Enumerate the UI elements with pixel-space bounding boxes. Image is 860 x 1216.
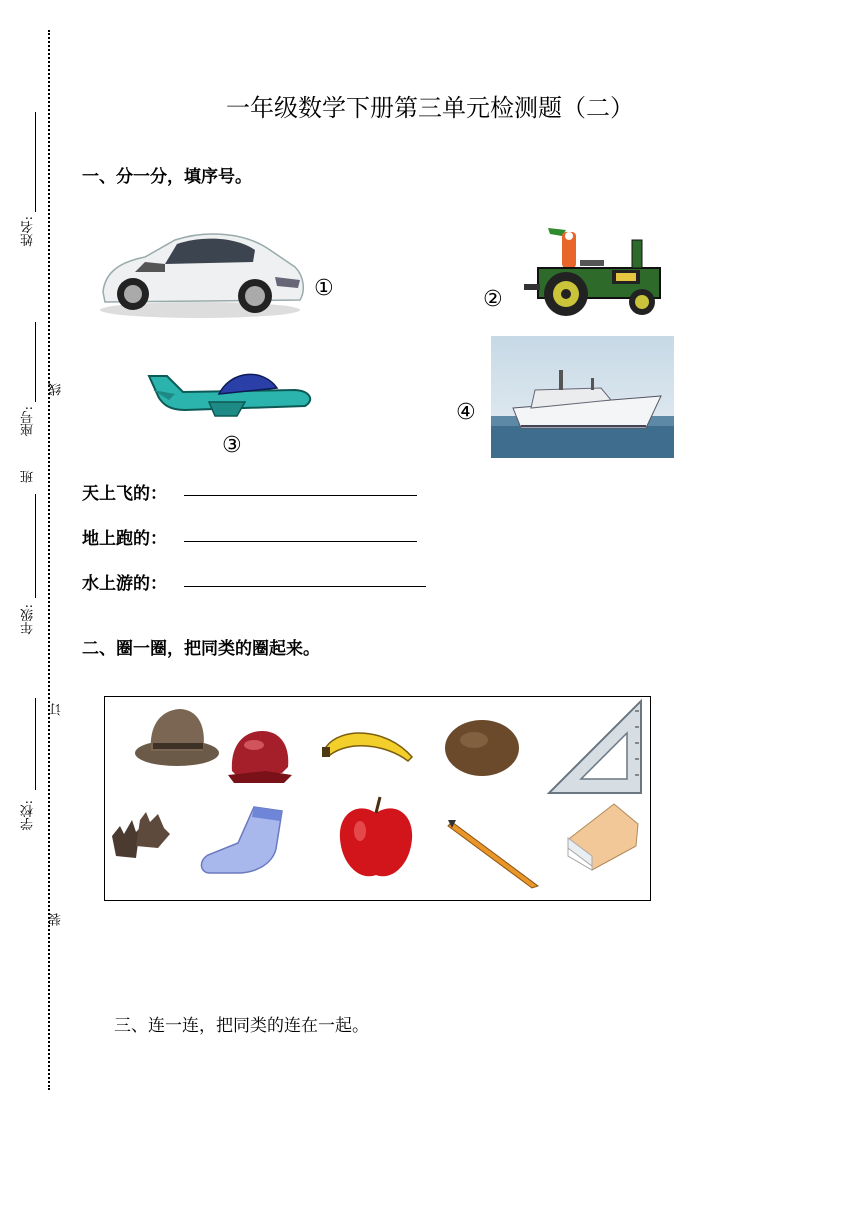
seat-underline (35, 322, 36, 402)
banana-icon[interactable] (320, 719, 418, 765)
page-title: 一年级数学下册第三单元检测题（二） (226, 94, 634, 122)
answer-blank-land[interactable] (184, 541, 417, 542)
blank-label-water: 水上游的： (82, 574, 167, 594)
name-label: 姓名: (21, 216, 36, 247)
school-underline (35, 698, 36, 790)
blank-label-land: 地上跑的： (82, 529, 167, 549)
name-underline (35, 112, 36, 212)
car-icon (95, 222, 310, 322)
cut-char-ding: 订 (49, 703, 64, 716)
helmet-icon[interactable] (226, 727, 294, 789)
marker-4: ④ (456, 400, 476, 425)
tractor-icon (520, 222, 665, 320)
pencil-icon[interactable] (446, 816, 542, 890)
hat-icon[interactable] (133, 705, 221, 771)
ship-icon (491, 336, 674, 458)
grade-label: 年级: (21, 604, 36, 635)
grade-underline (35, 494, 36, 598)
seat-label: 座号: (21, 406, 36, 437)
set-square-icon[interactable] (545, 697, 643, 795)
blank-label-sky: 天上飞的： (82, 484, 167, 504)
school-label: 学校: (21, 800, 36, 831)
apple-icon[interactable] (338, 793, 414, 883)
answer-blank-water[interactable] (184, 586, 426, 587)
section2-heading: 二、圈一圈，把同类的圈起来。 (82, 639, 320, 659)
class-label: 班 (21, 470, 36, 483)
kiwi-icon[interactable] (442, 716, 522, 780)
cut-char-zhuang: 装 (49, 913, 64, 926)
answer-blank-sky[interactable] (184, 495, 417, 496)
airplane-icon (145, 364, 320, 420)
eraser-icon[interactable] (562, 798, 642, 874)
gloves-icon[interactable] (106, 806, 176, 864)
marker-1: ① (314, 276, 334, 301)
section3-heading: 三、连一连，把同类的连在一起。 (114, 1016, 369, 1036)
section1-heading: 一、分一分，填序号。 (82, 167, 252, 187)
cut-char-xian: 线 (49, 383, 64, 396)
marker-3: ③ (222, 433, 242, 458)
binding-dotted-line (48, 30, 50, 1090)
sock-icon[interactable] (198, 803, 290, 877)
marker-2: ② (483, 287, 503, 312)
